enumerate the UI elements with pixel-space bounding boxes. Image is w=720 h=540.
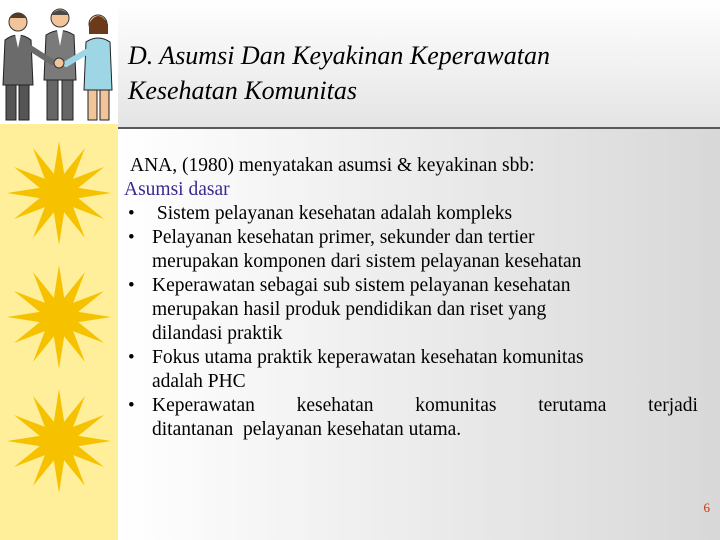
sunburst-icon	[4, 138, 114, 248]
bullet-item	[124, 226, 704, 274]
bullet-line: • Sistem pelayanan kesehatan adalah kompleks	[152, 203, 513, 224]
sunburst-icon	[4, 386, 114, 496]
bullet-word: terjadi	[648, 395, 698, 416]
sunburst-icon	[4, 262, 114, 372]
bullet-word: • Keperawatan	[152, 395, 255, 416]
subheading: Asumsi dasar	[124, 179, 230, 200]
bullet-line-justified	[152, 394, 698, 418]
bullet-line: dilandasi praktik	[152, 323, 283, 344]
bullet-word: kesehatan	[296, 395, 374, 416]
bullet-word: terutama	[538, 395, 607, 416]
bullet-item	[124, 346, 704, 394]
bullet-item	[124, 274, 704, 346]
bullet-line: ditantanan pelayanan kesehatan utama.	[152, 419, 462, 440]
bullet-list	[124, 202, 704, 442]
bullet-item	[124, 202, 704, 226]
bullet-line: • Fokus utama praktik keperawatan kesehatan komunitas	[152, 347, 584, 368]
slide-title	[128, 38, 708, 108]
bullet-line: adalah PHC	[152, 371, 246, 392]
slide-title-line: Kesehatan Komunitas	[128, 76, 357, 105]
slide-title-line: D. Asumsi Dan Keyakinan Keperawatan	[128, 41, 550, 70]
bullet-line: merupakan komponen dari sistem pelayanan kesehatan	[152, 251, 582, 272]
bullet-line: • Keperawatan sebagai sub sistem pelayanan kesehatan	[152, 275, 571, 296]
slide-content	[124, 154, 704, 442]
bullet-item	[124, 394, 704, 442]
intro-text: ANA, (1980) menyatakan asumsi & keyakinan sbb:	[130, 155, 535, 176]
title-divider	[118, 127, 720, 129]
business-people-handshake-clipart	[0, 0, 118, 124]
bullet-word: komunitas	[415, 395, 497, 416]
page-number: 6	[703, 500, 710, 515]
bullet-line: merupakan hasil produk pendidikan dan riset yang	[152, 299, 547, 320]
bullet-line: • Pelayanan kesehatan primer, sekunder dan tertier	[152, 227, 535, 248]
